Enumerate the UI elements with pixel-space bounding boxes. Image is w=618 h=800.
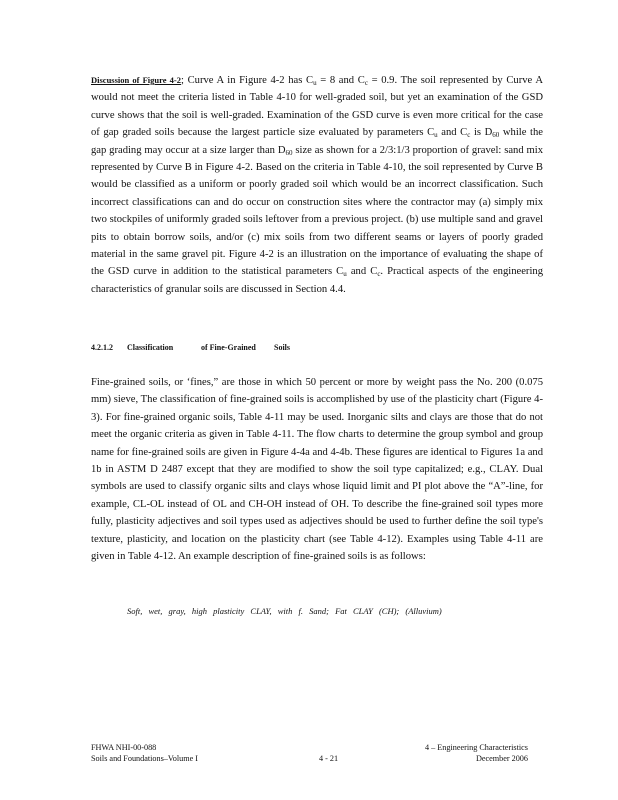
discussion-title: Discussion of Figure 4-2 [91, 75, 181, 85]
subscript: u [343, 270, 347, 279]
discussion-text: . Practical aspects of the engineering characteristics of granular soils are discussed in Section 4.4. [91, 266, 543, 295]
fine-grained-paragraph: Fine-grained soils, or ‘fines,” are those in which 50 percent or more by weight pass the No. 200 (0.075 mm) sieve, The classification of fine-grained soils is accomplished by use of the plasticity chart (Figure 4-3). For fine-grained organic soils, Table 4-11 may be used. Inorganic silts and clays are those that do not meet the organic criteria as given in Table 4-11. The flow charts to determine the group symbol and group name for fine-grained soils are given in Figure 4-4a and 4-4b. These figures are identical to Figures 1a and 1b in ASTM D 2487 except that they are modified to show the soil type capitalized; e.g., CLAY. Dual symbols are used to classify organic silts and clays whose liquid limit and PI plot above the “A”-line, for example, CL-OL instead of OL and CH-OH instead of OH. To describe the fine-grained soil types more fully, plasticity adjectives and soil types used as adjectives should be used to further define the soil type's texture, plasticity, and location on the plasticity chart (see Table 4-12). Examples using Table 4-11 are given in Table 4-12. An example description of fine-grained soils is as follows: [91, 377, 543, 563]
footer-date: December 2006 [475, 754, 528, 763]
subscript: 60 [285, 148, 293, 157]
footer-left [91, 742, 198, 764]
discussion-text: is D [470, 127, 493, 139]
footer-chapter: 4 – Engineering Characteristics [425, 743, 528, 752]
subscript: c [467, 131, 471, 140]
subscript: c [364, 79, 368, 87]
discussion-text: = 0.9. The soil represented by Curve A would not meet the criteria listed in Table 4-10 for well-graded soil, but yet an examination of the GSD curve shows that the soil is well-graded. Examination of the GSD curve is even more critical for the case of gap graded soils because the largest particle size evaluated by parameters C [91, 75, 543, 139]
example-description: Soft, wet, gray, high plasticity CLAY, with f. Sand; Fat CLAY (CH); (Alluvium) [127, 606, 442, 616]
subscript: 60 [492, 131, 500, 140]
section-title-part: Classification [127, 343, 174, 352]
footer-report-title: Soils and Foundations–Volume I [91, 754, 198, 763]
discussion-text: and C [346, 266, 378, 278]
discussion-paragraph [91, 72, 543, 298]
page-number: 4 - 21 [319, 754, 339, 763]
section-heading [91, 343, 290, 352]
discussion-text: while the gap grading may occur at a size larger than D [91, 127, 543, 156]
discussion-text: ; Curve A in Figure 4-2 has C [180, 75, 314, 86]
section-title-part: of Fine-Grained [201, 343, 256, 352]
discussion-text: size as shown for a 2/3:1/3 proportion of gravel: sand mix represented by Curve B in Figure 4-2. Based on the criteria in Table 4-10, the soil represented by Curve B would be classified as a uniform or poorly graded soil which would be an incorrect classification. Such incorrect classifications can and do occur on construction sites where the contractor may (a) simply mix two stockpiles of uniformly graded soils leftover from a previous project. (b) use multiple sand and gravel pits to obtain borrow soils, and/or (c) mix soils from two different seams or layers of poorly graded material in the same gravel pit. Figure 4-2 is an illustration on the importance of evaluating the shape of the GSD curve in addition to the statistical parameters C [91, 144, 543, 278]
footer-report-number: FHWA NHI-00-088 [91, 743, 157, 752]
section-title-part: Soils [274, 343, 291, 352]
footer-right [418, 742, 528, 764]
subscript: u [313, 79, 317, 87]
subscript: u [434, 131, 438, 140]
discussion-text: and C [437, 127, 468, 139]
section-number: 4.2.1.2 [91, 343, 113, 352]
discussion-text: = 8 and C [316, 75, 365, 86]
subscript: c [377, 270, 381, 279]
